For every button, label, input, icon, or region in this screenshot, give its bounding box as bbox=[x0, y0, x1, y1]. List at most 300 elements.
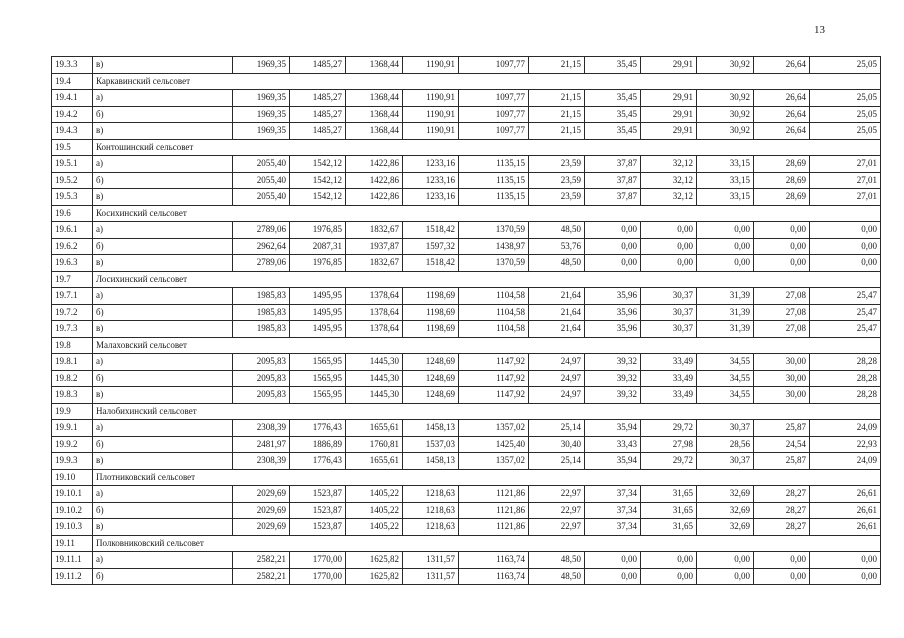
value-cell: 28,69 bbox=[754, 172, 810, 189]
value-cell: 34,55 bbox=[697, 370, 754, 387]
value-cell: 1378,64 bbox=[346, 321, 403, 338]
value-cell: 1565,95 bbox=[290, 387, 346, 404]
value-cell: 26,64 bbox=[754, 90, 810, 107]
value-cell: 24,97 bbox=[529, 354, 585, 371]
section-name: Полковниковский сельсовет bbox=[93, 535, 881, 552]
row-code: 19.10.2 bbox=[52, 502, 93, 519]
row-code: 19.9.2 bbox=[52, 436, 93, 453]
row-code: 19.8.2 bbox=[52, 370, 93, 387]
value-cell: 1770,00 bbox=[290, 568, 346, 585]
row-subitem: б) bbox=[93, 568, 233, 585]
value-cell: 48,50 bbox=[529, 255, 585, 272]
value-cell: 2789,06 bbox=[233, 255, 290, 272]
value-cell: 0,00 bbox=[697, 255, 754, 272]
table-row bbox=[52, 156, 881, 173]
value-cell: 31,65 bbox=[641, 502, 697, 519]
row-subitem: б) bbox=[93, 304, 233, 321]
section-name: Налобихинский сельсовет bbox=[93, 403, 881, 420]
value-cell: 1104,58 bbox=[459, 288, 529, 305]
row-subitem: в) bbox=[93, 123, 233, 140]
value-cell: 1378,64 bbox=[346, 288, 403, 305]
value-cell: 25,87 bbox=[754, 453, 810, 470]
tariff-table bbox=[51, 56, 881, 585]
row-code: 19.5.1 bbox=[52, 156, 93, 173]
value-cell: 1445,30 bbox=[346, 387, 403, 404]
value-cell: 24,09 bbox=[810, 420, 881, 437]
value-cell: 1523,87 bbox=[290, 486, 346, 503]
value-cell: 0,00 bbox=[697, 568, 754, 585]
value-cell: 26,64 bbox=[754, 57, 810, 74]
value-cell: 29,72 bbox=[641, 420, 697, 437]
row-code: 19.5.3 bbox=[52, 189, 93, 206]
value-cell: 1147,92 bbox=[459, 387, 529, 404]
value-cell: 37,34 bbox=[585, 486, 641, 503]
section-header-row bbox=[52, 139, 881, 156]
value-cell: 37,87 bbox=[585, 172, 641, 189]
value-cell: 0,00 bbox=[697, 238, 754, 255]
value-cell: 1163,74 bbox=[459, 552, 529, 569]
value-cell: 27,01 bbox=[810, 189, 881, 206]
row-code: 19.9.3 bbox=[52, 453, 93, 470]
row-subitem: б) bbox=[93, 502, 233, 519]
value-cell: 1445,30 bbox=[346, 354, 403, 371]
value-cell: 1311,57 bbox=[403, 552, 459, 569]
value-cell: 23,59 bbox=[529, 172, 585, 189]
table-row bbox=[52, 502, 881, 519]
value-cell: 1368,44 bbox=[346, 57, 403, 74]
row-subitem: в) bbox=[93, 57, 233, 74]
row-subitem: а) bbox=[93, 288, 233, 305]
value-cell: 30,92 bbox=[697, 123, 754, 140]
value-cell: 2055,40 bbox=[233, 189, 290, 206]
row-subitem: а) bbox=[93, 222, 233, 239]
value-cell: 1495,95 bbox=[290, 304, 346, 321]
value-cell: 1542,12 bbox=[290, 189, 346, 206]
row-code: 19.7.1 bbox=[52, 288, 93, 305]
value-cell: 2481,97 bbox=[233, 436, 290, 453]
value-cell: 28,56 bbox=[697, 436, 754, 453]
value-cell: 0,00 bbox=[810, 238, 881, 255]
value-cell: 1198,69 bbox=[403, 288, 459, 305]
value-cell: 25,47 bbox=[810, 304, 881, 321]
value-cell: 2308,39 bbox=[233, 453, 290, 470]
value-cell: 1405,22 bbox=[346, 502, 403, 519]
value-cell: 34,55 bbox=[697, 387, 754, 404]
value-cell: 26,64 bbox=[754, 106, 810, 123]
section-name: Косихинский сельсовет bbox=[93, 205, 881, 222]
row-code: 19.11.2 bbox=[52, 568, 93, 585]
value-cell: 31,39 bbox=[697, 304, 754, 321]
section-header-row bbox=[52, 535, 881, 552]
row-code: 19.8 bbox=[52, 337, 93, 354]
row-subitem: а) bbox=[93, 486, 233, 503]
value-cell: 0,00 bbox=[585, 552, 641, 569]
value-cell: 29,72 bbox=[641, 453, 697, 470]
value-cell: 1985,83 bbox=[233, 321, 290, 338]
value-cell: 33,15 bbox=[697, 156, 754, 173]
value-cell: 1655,61 bbox=[346, 453, 403, 470]
row-code: 19.11 bbox=[52, 535, 93, 552]
value-cell: 2029,69 bbox=[233, 519, 290, 536]
table-row bbox=[52, 255, 881, 272]
value-cell: 1368,44 bbox=[346, 106, 403, 123]
value-cell: 37,87 bbox=[585, 156, 641, 173]
value-cell: 33,49 bbox=[641, 370, 697, 387]
value-cell: 2055,40 bbox=[233, 156, 290, 173]
value-cell: 25,05 bbox=[810, 90, 881, 107]
value-cell: 28,27 bbox=[754, 519, 810, 536]
value-cell: 0,00 bbox=[641, 222, 697, 239]
section-name: Малаховский сельсовет bbox=[93, 337, 881, 354]
value-cell: 0,00 bbox=[585, 238, 641, 255]
value-cell: 48,50 bbox=[529, 552, 585, 569]
table-body bbox=[52, 57, 881, 585]
section-header-row bbox=[52, 403, 881, 420]
value-cell: 33,49 bbox=[641, 354, 697, 371]
value-cell: 1518,42 bbox=[403, 222, 459, 239]
value-cell: 1832,67 bbox=[346, 255, 403, 272]
value-cell: 1121,86 bbox=[459, 486, 529, 503]
value-cell: 1368,44 bbox=[346, 90, 403, 107]
value-cell: 1625,82 bbox=[346, 568, 403, 585]
value-cell: 1198,69 bbox=[403, 304, 459, 321]
value-cell: 0,00 bbox=[697, 222, 754, 239]
value-cell: 26,61 bbox=[810, 486, 881, 503]
value-cell: 1097,77 bbox=[459, 123, 529, 140]
value-cell: 1485,27 bbox=[290, 90, 346, 107]
value-cell: 25,47 bbox=[810, 288, 881, 305]
value-cell: 21,15 bbox=[529, 57, 585, 74]
row-code: 19.6.1 bbox=[52, 222, 93, 239]
section-name: Лосихинский сельсовет bbox=[93, 271, 881, 288]
row-subitem: а) bbox=[93, 354, 233, 371]
value-cell: 0,00 bbox=[810, 222, 881, 239]
value-cell: 21,64 bbox=[529, 321, 585, 338]
value-cell: 1969,35 bbox=[233, 57, 290, 74]
row-code: 19.5 bbox=[52, 139, 93, 156]
row-subitem: в) bbox=[93, 453, 233, 470]
value-cell: 1985,83 bbox=[233, 288, 290, 305]
value-cell: 1523,87 bbox=[290, 502, 346, 519]
table-row bbox=[52, 552, 881, 569]
row-code: 19.4 bbox=[52, 73, 93, 90]
row-subitem: б) bbox=[93, 238, 233, 255]
value-cell: 1357,02 bbox=[459, 420, 529, 437]
table-row bbox=[52, 106, 881, 123]
value-cell: 2055,40 bbox=[233, 172, 290, 189]
value-cell: 1370,59 bbox=[459, 255, 529, 272]
section-name: Каркавинский сельсовет bbox=[93, 73, 881, 90]
value-cell: 1097,77 bbox=[459, 57, 529, 74]
value-cell: 23,59 bbox=[529, 189, 585, 206]
row-subitem: б) bbox=[93, 172, 233, 189]
value-cell: 25,05 bbox=[810, 106, 881, 123]
value-cell: 28,69 bbox=[754, 189, 810, 206]
value-cell: 0,00 bbox=[641, 568, 697, 585]
value-cell: 26,64 bbox=[754, 123, 810, 140]
table-row bbox=[52, 222, 881, 239]
value-cell: 27,08 bbox=[754, 288, 810, 305]
value-cell: 0,00 bbox=[585, 222, 641, 239]
row-code: 19.8.3 bbox=[52, 387, 93, 404]
value-cell: 1135,15 bbox=[459, 156, 529, 173]
value-cell: 1198,69 bbox=[403, 321, 459, 338]
value-cell: 24,97 bbox=[529, 387, 585, 404]
value-cell: 28,27 bbox=[754, 502, 810, 519]
row-subitem: а) bbox=[93, 156, 233, 173]
value-cell: 39,32 bbox=[585, 370, 641, 387]
section-header-row bbox=[52, 73, 881, 90]
table-row bbox=[52, 436, 881, 453]
value-cell: 0,00 bbox=[810, 568, 881, 585]
value-cell: 30,92 bbox=[697, 106, 754, 123]
value-cell: 21,64 bbox=[529, 288, 585, 305]
value-cell: 22,97 bbox=[529, 486, 585, 503]
value-cell: 1422,86 bbox=[346, 172, 403, 189]
value-cell: 1969,35 bbox=[233, 90, 290, 107]
value-cell: 1190,91 bbox=[403, 90, 459, 107]
row-code: 19.5.2 bbox=[52, 172, 93, 189]
row-code: 19.10 bbox=[52, 469, 93, 486]
value-cell: 1147,92 bbox=[459, 354, 529, 371]
value-cell: 27,01 bbox=[810, 156, 881, 173]
table-row bbox=[52, 453, 881, 470]
value-cell: 35,94 bbox=[585, 420, 641, 437]
value-cell: 1104,58 bbox=[459, 304, 529, 321]
value-cell: 37,34 bbox=[585, 502, 641, 519]
value-cell: 1190,91 bbox=[403, 57, 459, 74]
table-row bbox=[52, 387, 881, 404]
value-cell: 37,34 bbox=[585, 519, 641, 536]
value-cell: 0,00 bbox=[641, 238, 697, 255]
value-cell: 35,96 bbox=[585, 321, 641, 338]
value-cell: 25,14 bbox=[529, 453, 585, 470]
value-cell: 0,00 bbox=[810, 255, 881, 272]
value-cell: 23,59 bbox=[529, 156, 585, 173]
value-cell: 1422,86 bbox=[346, 156, 403, 173]
value-cell: 26,61 bbox=[810, 519, 881, 536]
row-subitem: б) bbox=[93, 436, 233, 453]
value-cell: 1438,97 bbox=[459, 238, 529, 255]
value-cell: 0,00 bbox=[585, 255, 641, 272]
value-cell: 0,00 bbox=[754, 552, 810, 569]
value-cell: 1976,85 bbox=[290, 222, 346, 239]
row-code: 19.4.1 bbox=[52, 90, 93, 107]
value-cell: 35,96 bbox=[585, 304, 641, 321]
section-name: Плотниковский сельсовет bbox=[93, 469, 881, 486]
value-cell: 1832,67 bbox=[346, 222, 403, 239]
row-code: 19.10.1 bbox=[52, 486, 93, 503]
value-cell: 35,45 bbox=[585, 90, 641, 107]
row-code: 19.8.1 bbox=[52, 354, 93, 371]
value-cell: 2029,69 bbox=[233, 486, 290, 503]
value-cell: 28,69 bbox=[754, 156, 810, 173]
section-name: Контошинский сельсовет bbox=[93, 139, 881, 156]
value-cell: 2582,21 bbox=[233, 568, 290, 585]
value-cell: 1218,63 bbox=[403, 519, 459, 536]
value-cell: 25,87 bbox=[754, 420, 810, 437]
value-cell: 24,54 bbox=[754, 436, 810, 453]
row-subitem: б) bbox=[93, 370, 233, 387]
row-subitem: б) bbox=[93, 106, 233, 123]
table-row bbox=[52, 123, 881, 140]
value-cell: 1248,69 bbox=[403, 387, 459, 404]
value-cell: 32,12 bbox=[641, 156, 697, 173]
value-cell: 21,15 bbox=[529, 123, 585, 140]
value-cell: 1097,77 bbox=[459, 90, 529, 107]
value-cell: 0,00 bbox=[810, 552, 881, 569]
value-cell: 35,45 bbox=[585, 123, 641, 140]
value-cell: 0,00 bbox=[754, 238, 810, 255]
value-cell: 29,91 bbox=[641, 57, 697, 74]
row-code: 19.6.2 bbox=[52, 238, 93, 255]
row-code: 19.7 bbox=[52, 271, 93, 288]
value-cell: 2029,69 bbox=[233, 502, 290, 519]
value-cell: 1523,87 bbox=[290, 519, 346, 536]
value-cell: 37,87 bbox=[585, 189, 641, 206]
value-cell: 1121,86 bbox=[459, 502, 529, 519]
value-cell: 30,92 bbox=[697, 57, 754, 74]
row-subitem: в) bbox=[93, 321, 233, 338]
value-cell: 0,00 bbox=[697, 552, 754, 569]
value-cell: 33,15 bbox=[697, 172, 754, 189]
value-cell: 1248,69 bbox=[403, 354, 459, 371]
value-cell: 27,08 bbox=[754, 321, 810, 338]
row-code: 19.6 bbox=[52, 205, 93, 222]
row-code: 19.6.3 bbox=[52, 255, 93, 272]
value-cell: 29,91 bbox=[641, 123, 697, 140]
value-cell: 1425,40 bbox=[459, 436, 529, 453]
value-cell: 1135,15 bbox=[459, 172, 529, 189]
row-subitem: в) bbox=[93, 387, 233, 404]
value-cell: 2087,31 bbox=[290, 238, 346, 255]
value-cell: 30,40 bbox=[529, 436, 585, 453]
value-cell: 27,01 bbox=[810, 172, 881, 189]
value-cell: 2789,06 bbox=[233, 222, 290, 239]
value-cell: 1518,42 bbox=[403, 255, 459, 272]
value-cell: 1233,16 bbox=[403, 172, 459, 189]
value-cell: 1121,86 bbox=[459, 519, 529, 536]
value-cell: 28,27 bbox=[754, 486, 810, 503]
value-cell: 1104,58 bbox=[459, 321, 529, 338]
value-cell: 1969,35 bbox=[233, 123, 290, 140]
value-cell: 30,00 bbox=[754, 387, 810, 404]
value-cell: 1485,27 bbox=[290, 57, 346, 74]
value-cell: 39,32 bbox=[585, 354, 641, 371]
row-code: 19.7.2 bbox=[52, 304, 93, 321]
value-cell: 1886,89 bbox=[290, 436, 346, 453]
value-cell: 29,91 bbox=[641, 90, 697, 107]
table-row bbox=[52, 238, 881, 255]
value-cell: 30,92 bbox=[697, 90, 754, 107]
value-cell: 1655,61 bbox=[346, 420, 403, 437]
value-cell: 1495,95 bbox=[290, 288, 346, 305]
row-subitem: а) bbox=[93, 552, 233, 569]
value-cell: 1776,43 bbox=[290, 420, 346, 437]
value-cell: 0,00 bbox=[641, 552, 697, 569]
value-cell: 33,49 bbox=[641, 387, 697, 404]
value-cell: 31,65 bbox=[641, 486, 697, 503]
value-cell: 1248,69 bbox=[403, 370, 459, 387]
value-cell: 1776,43 bbox=[290, 453, 346, 470]
table-row bbox=[52, 420, 881, 437]
value-cell: 1770,00 bbox=[290, 552, 346, 569]
value-cell: 1597,32 bbox=[403, 238, 459, 255]
value-cell: 2095,83 bbox=[233, 354, 290, 371]
value-cell: 27,98 bbox=[641, 436, 697, 453]
value-cell: 1405,22 bbox=[346, 519, 403, 536]
value-cell: 1233,16 bbox=[403, 156, 459, 173]
value-cell: 1368,44 bbox=[346, 123, 403, 140]
value-cell: 25,05 bbox=[810, 123, 881, 140]
table-row bbox=[52, 370, 881, 387]
value-cell: 0,00 bbox=[754, 568, 810, 585]
row-code: 19.9.1 bbox=[52, 420, 93, 437]
value-cell: 35,45 bbox=[585, 57, 641, 74]
row-subitem: в) bbox=[93, 189, 233, 206]
value-cell: 1311,57 bbox=[403, 568, 459, 585]
table-row bbox=[52, 321, 881, 338]
value-cell: 1097,77 bbox=[459, 106, 529, 123]
value-cell: 1422,86 bbox=[346, 189, 403, 206]
page-number: 13 bbox=[814, 24, 825, 36]
value-cell: 1405,22 bbox=[346, 486, 403, 503]
value-cell: 32,69 bbox=[697, 519, 754, 536]
value-cell: 21,15 bbox=[529, 90, 585, 107]
value-cell: 1485,27 bbox=[290, 106, 346, 123]
value-cell: 24,09 bbox=[810, 453, 881, 470]
value-cell: 31,65 bbox=[641, 519, 697, 536]
table-row bbox=[52, 57, 881, 74]
value-cell: 1495,95 bbox=[290, 321, 346, 338]
value-cell: 2095,83 bbox=[233, 387, 290, 404]
value-cell: 30,37 bbox=[641, 304, 697, 321]
value-cell: 33,15 bbox=[697, 189, 754, 206]
table-row bbox=[52, 354, 881, 371]
value-cell: 32,12 bbox=[641, 172, 697, 189]
table-row bbox=[52, 304, 881, 321]
value-cell: 1542,12 bbox=[290, 172, 346, 189]
table-row bbox=[52, 486, 881, 503]
value-cell: 35,45 bbox=[585, 106, 641, 123]
section-header-row bbox=[52, 205, 881, 222]
value-cell: 48,50 bbox=[529, 568, 585, 585]
value-cell: 32,12 bbox=[641, 189, 697, 206]
value-cell: 28,28 bbox=[810, 387, 881, 404]
value-cell: 30,37 bbox=[641, 288, 697, 305]
value-cell: 30,00 bbox=[754, 354, 810, 371]
value-cell: 39,32 bbox=[585, 387, 641, 404]
value-cell: 25,47 bbox=[810, 321, 881, 338]
row-subitem: а) bbox=[93, 420, 233, 437]
value-cell: 22,97 bbox=[529, 502, 585, 519]
table-row bbox=[52, 90, 881, 107]
value-cell: 26,61 bbox=[810, 502, 881, 519]
value-cell: 22,93 bbox=[810, 436, 881, 453]
value-cell: 1190,91 bbox=[403, 123, 459, 140]
value-cell: 32,69 bbox=[697, 486, 754, 503]
row-subitem: в) bbox=[93, 519, 233, 536]
section-header-row bbox=[52, 469, 881, 486]
value-cell: 30,00 bbox=[754, 370, 810, 387]
value-cell: 30,37 bbox=[697, 453, 754, 470]
row-subitem: а) bbox=[93, 90, 233, 107]
value-cell: 48,50 bbox=[529, 222, 585, 239]
row-code: 19.11.1 bbox=[52, 552, 93, 569]
value-cell: 27,08 bbox=[754, 304, 810, 321]
value-cell: 28,28 bbox=[810, 354, 881, 371]
value-cell: 1985,83 bbox=[233, 304, 290, 321]
